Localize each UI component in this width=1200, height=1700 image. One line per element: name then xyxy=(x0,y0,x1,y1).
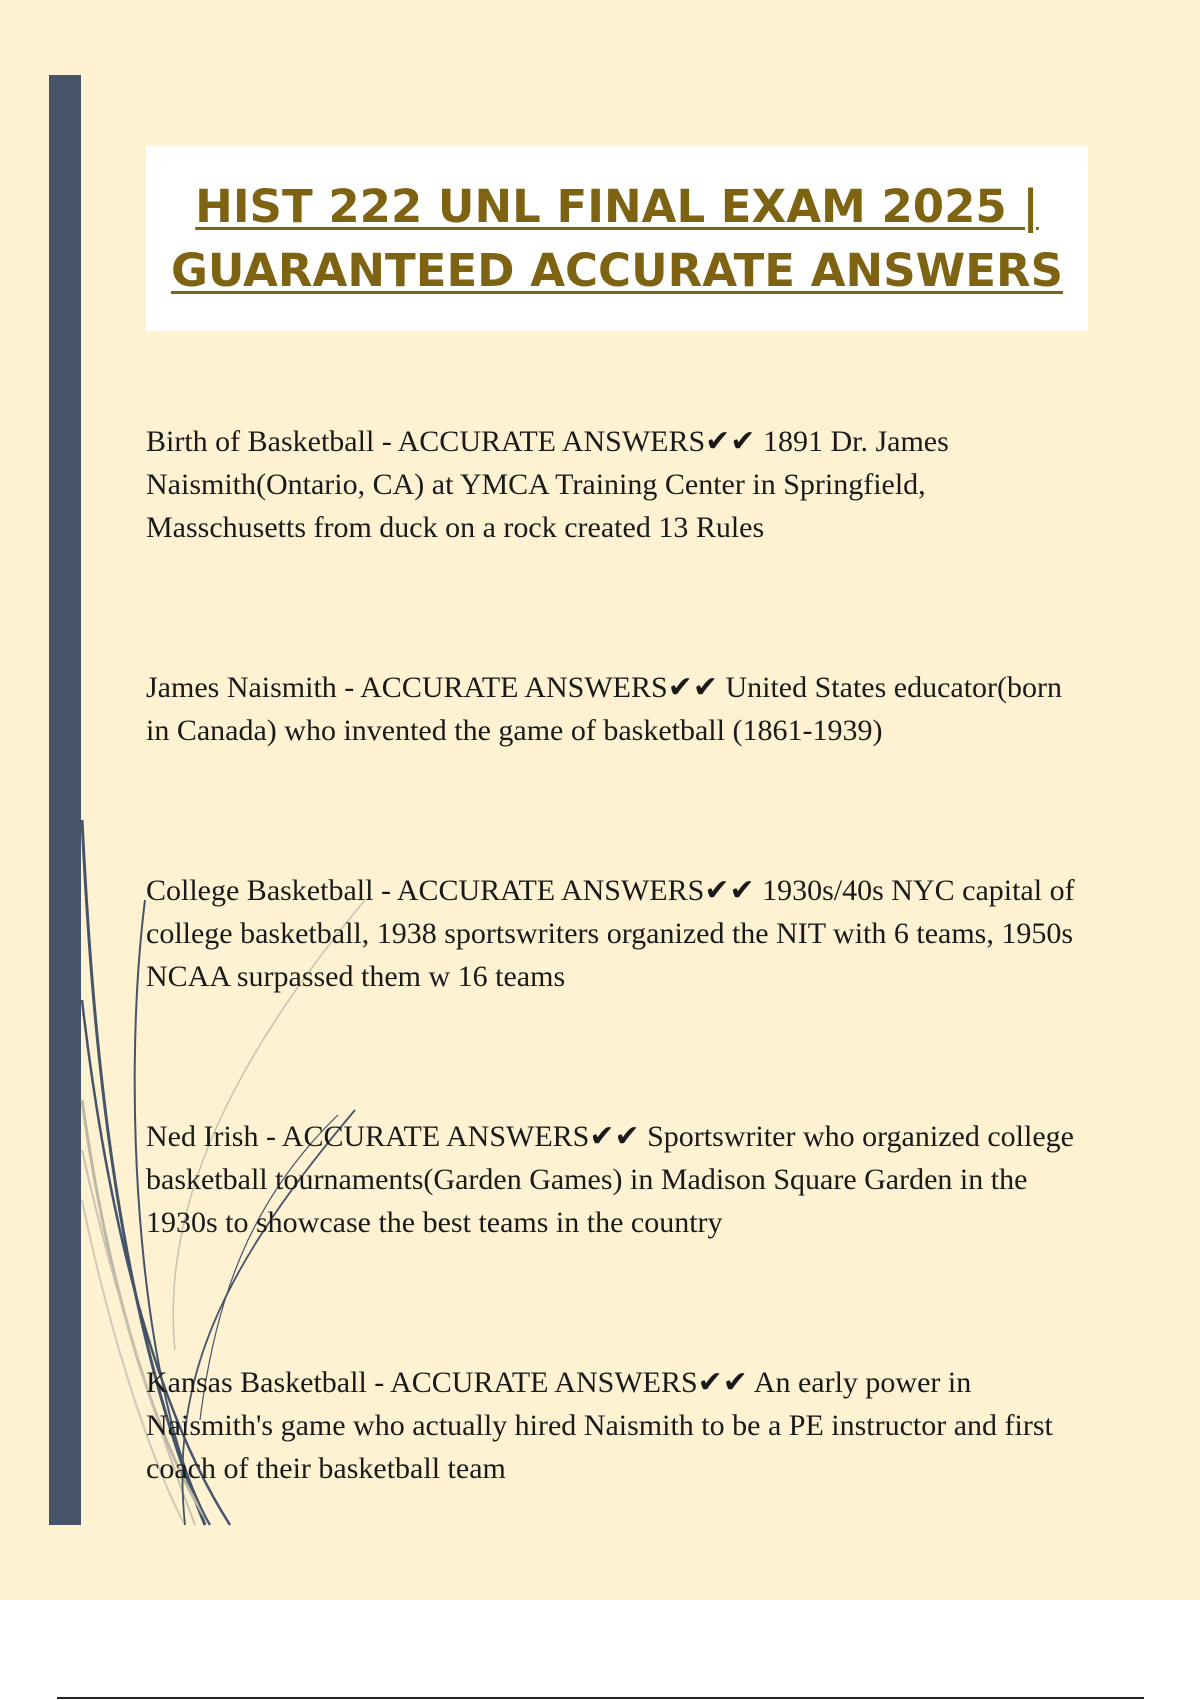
entry-james-naismith: James Naismith - ACCURATE ANSWERS✔✔ United States educator(born in Canada) who invented the game of basketball (1861-1939) xyxy=(146,671,1063,747)
title-box xyxy=(146,146,1088,331)
entry-birth-of-basketball: Birth of Basketball - ACCURATE ANSWERS✔✔ 1891 Dr. James Naismith(Ontario, CA) at YMCA Training Center in Springfield, Masschusetts from duck on a rock created 13 Rules xyxy=(146,425,949,544)
entry-college-basketball: College Basketball - ACCURATE ANSWERS✔✔ 1930s/40s NYC capital of college basketball, 1938 sportswriters organized the NIT with 6 teams, 1950s NCAA surpassed them w 16 teams xyxy=(146,874,1075,993)
document-title: HIST 222 UNL FINAL EXAM 2025 | GUARANTEED ACCURATE ANSWERS xyxy=(170,179,1064,297)
entry-ned-irish: Ned Irish - ACCURATE ANSWERS✔✔ Sportswriter who organized college basketball tournaments(Garden Games) in Madison Square Garden in the 1930s to showcase the best teams in the country xyxy=(146,1120,1074,1239)
entry-kansas-basketball: Kansas Basketball - ACCURATE ANSWERS✔✔ An early power in Naismith's game who actually hired Naismith to be a PE instructor and first coach of their basketball team xyxy=(146,1366,1053,1485)
footer-divider xyxy=(57,1697,1144,1699)
entry-list xyxy=(146,420,1086,1607)
